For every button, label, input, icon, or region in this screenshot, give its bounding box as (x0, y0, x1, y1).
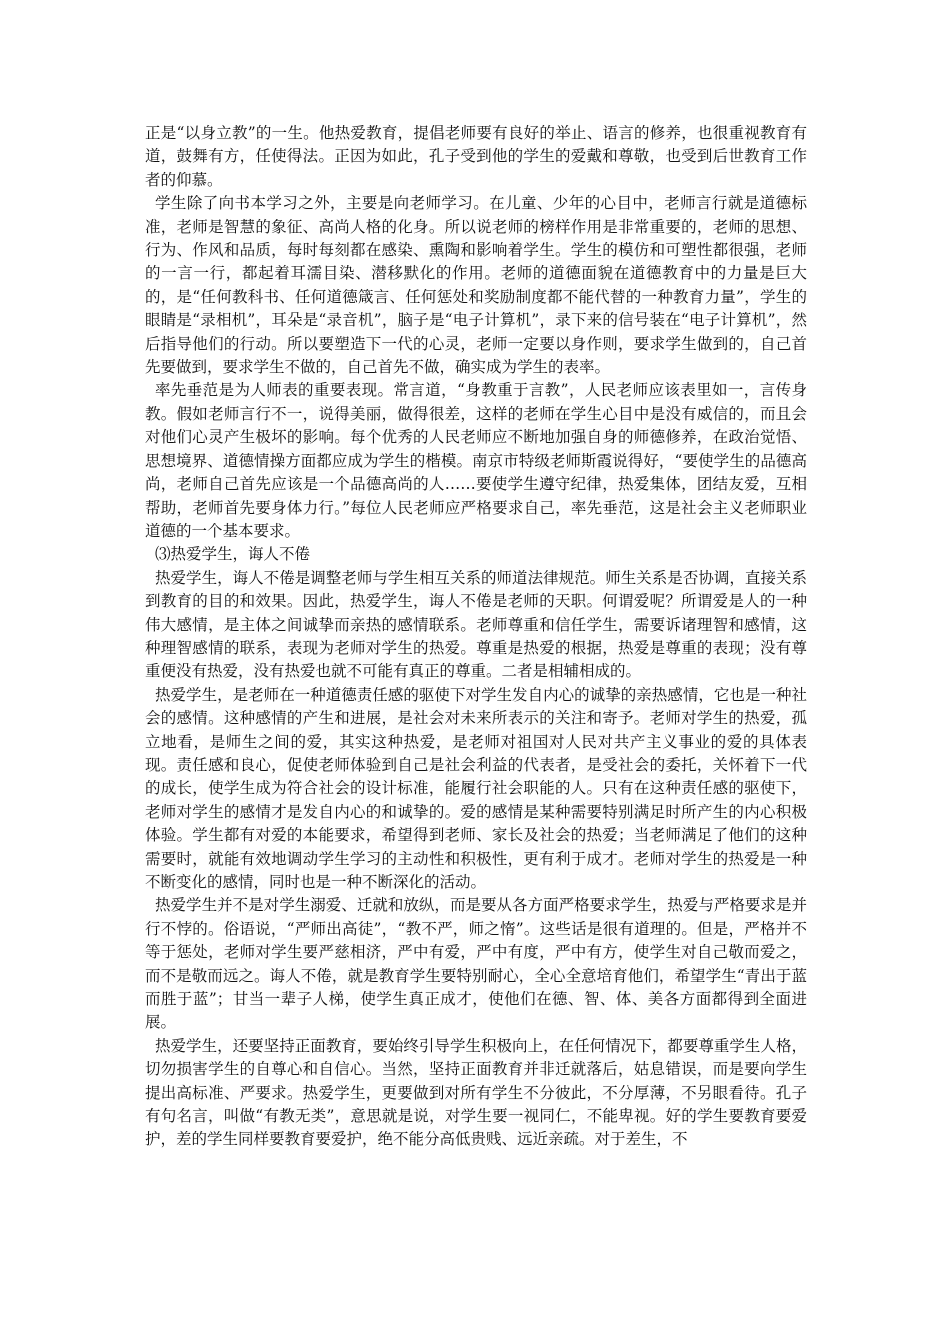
paragraph-1: 正是“以身立教”的一生。他热爱教育，提倡老师要有良好的举止、语言的修养，也很重视教育有道，鼓舞有方，任使得法。正因为如此，孔子受到他的学生的爱戴和尊敬，也受到后世教育工作者的仰慕。 (145, 124, 807, 189)
paragraph-5: 热爱学生，是老师在一种道德责任感的驱使下对学生发自内心的诚挚的亲热感情，它也是一种社会的感情。这种感情的产生和进展，是社会对未来所表示的关注和寄予。老师对学生的热爱，孤立地看，是师生之间的爱，其实这种热爱，是老师对祖国对人民对共产主义事业的爱的具体表现。责任感和良心，促使老师体验到自己是社会利益的代表者，是受社会的委托，关怀着下一代的成长，使学生成为符合社会的设计标准，能履行社会职能的人。只有在这种责任感的驱使下，老师对学生的感情才是发自内心的和诚挚的。爱的感情是某种需要特别满足时所产生的内心积极体验。学生都有对爱的本能要求，希望得到老师、家长及社会的热爱；当老师满足了他们的这种需要时，就能有效地调动学生学习的主动性和积极性，更有利于成才。老师对学生的热爱是一种不断变化的感情，同时也是一种不断深化的活动。 (145, 685, 807, 891)
paragraph-6: 热爱学生并不是对学生溺爱、迁就和放纵，而是要从各方面严格要求学生，热爱与严格要求是并行不悖的。俗语说，“严师出高徒”，“教不严，师之惰”。这些话是很有道理的。但是，严格并不等于惩处，老师对学生要严慈相济，严中有爱，严中有度，严中有方，使学生对自己敬而爱之，而不是敬而远之。诲人不倦，就是教育学生要特别耐心，全心全意培育他们，希望学生“青出于蓝而胜于蓝”；甘当一辈子人梯，使学生真正成才，使他们在德、智、体、美各方面都得到全面进展。 (145, 896, 807, 1032)
paragraph-4: 热爱学生，诲人不倦是调整老师与学生相互关系的师道法律规范。师生关系是否协调，直接关系到教育的目的和效果。因此，热爱学生，诲人不倦是老师的天职。何谓爱呢？所谓爱是人的一种伟大感情，是主体之间诚挚而亲热的感情联系。老师尊重和信任学生，需要诉诸理智和感情，这种理智感情的联系，表现为老师对学生的热爱。尊重是热爱的根据，热爱是尊重的表现；没有尊重便没有热爱，没有热爱也就不可能有真正的尊重。二者是相辅相成的。 (145, 568, 807, 681)
paragraph-2: 学生除了向书本学习之外，主要是向老师学习。在儿童、少年的心目中，老师言行就是道德标准，老师是智慧的象征、高尚人格的化身。所以说老师的榜样作用是非常重要的，老师的思想、行为、作风和品质，每时每刻都在感染、熏陶和影响着学生。学生的模仿和可塑性都很强，老师的一言一行，都起着耳濡目染、潜移默化的作用。老师的道德面貌在道德教育中的力量是巨大的，是“任何教科书、任何道德箴言、任何惩处和奖励制度都不能代替的一种教育力量”，学生的眼睛是“录相机”，耳朵是“录音机”，脑子是“电子计算机”，录下来的信号装在“电子计算机”，然后指导他们的行动。所以要塑造下一代的心灵，老师一定要以身作则，要求学生做到的，自己首先要做到，要求学生不做的，自己首先不做，确实成为学生的表率。 (145, 194, 807, 377)
section-heading: ⑶热爱学生，诲人不倦 (155, 545, 311, 564)
paragraph-7: 热爱学生，还要坚持正面教育，要始终引导学生积极向上，在任何情况下，都要尊重学生人格，切勿损害学生的自尊心和自信心。当然，坚持正面教育并非迁就落后，姑息错误，而是要向学生提出高标准、严要求。热爱学生，更要做到对所有学生不分彼此，不分厚薄，不另眼看待。孔子有句名言，叫做“有教无类”，意思就是说，对学生要一视同仁，不能卑视。好的学生要教育要爱护，差的学生同样要教育要爱护，绝不能分高低贵贱、远近亲疏。对于差生，不 (145, 1036, 807, 1149)
paragraph-3: 率先垂范是为人师表的重要表现。常言道，“身教重于言教”，人民老师应该表里如一，言传身教。假如老师言行不一，说得美丽，做得很差，这样的老师在学生心目中是没有威信的，而且会对他们心灵产生极坏的影响。每个优秀的人民老师应不断地加强自身的师德修养，在政治觉悟、思想境界、道德情操方面都应成为学生的楷模。南京市特级老师斯霞说得好，“要使学生的品德高尚，老师自己首先应该是一个品德高尚的人……要使学生遵守纪律，热爱集体，团结友爱，互相帮助，老师首先要身体力行。”每位人民老师应严格要求自己，率先垂范，这是社会主义老师职业道德的一个基本要求。 (145, 381, 807, 540)
document-page (145, 122, 807, 1152)
